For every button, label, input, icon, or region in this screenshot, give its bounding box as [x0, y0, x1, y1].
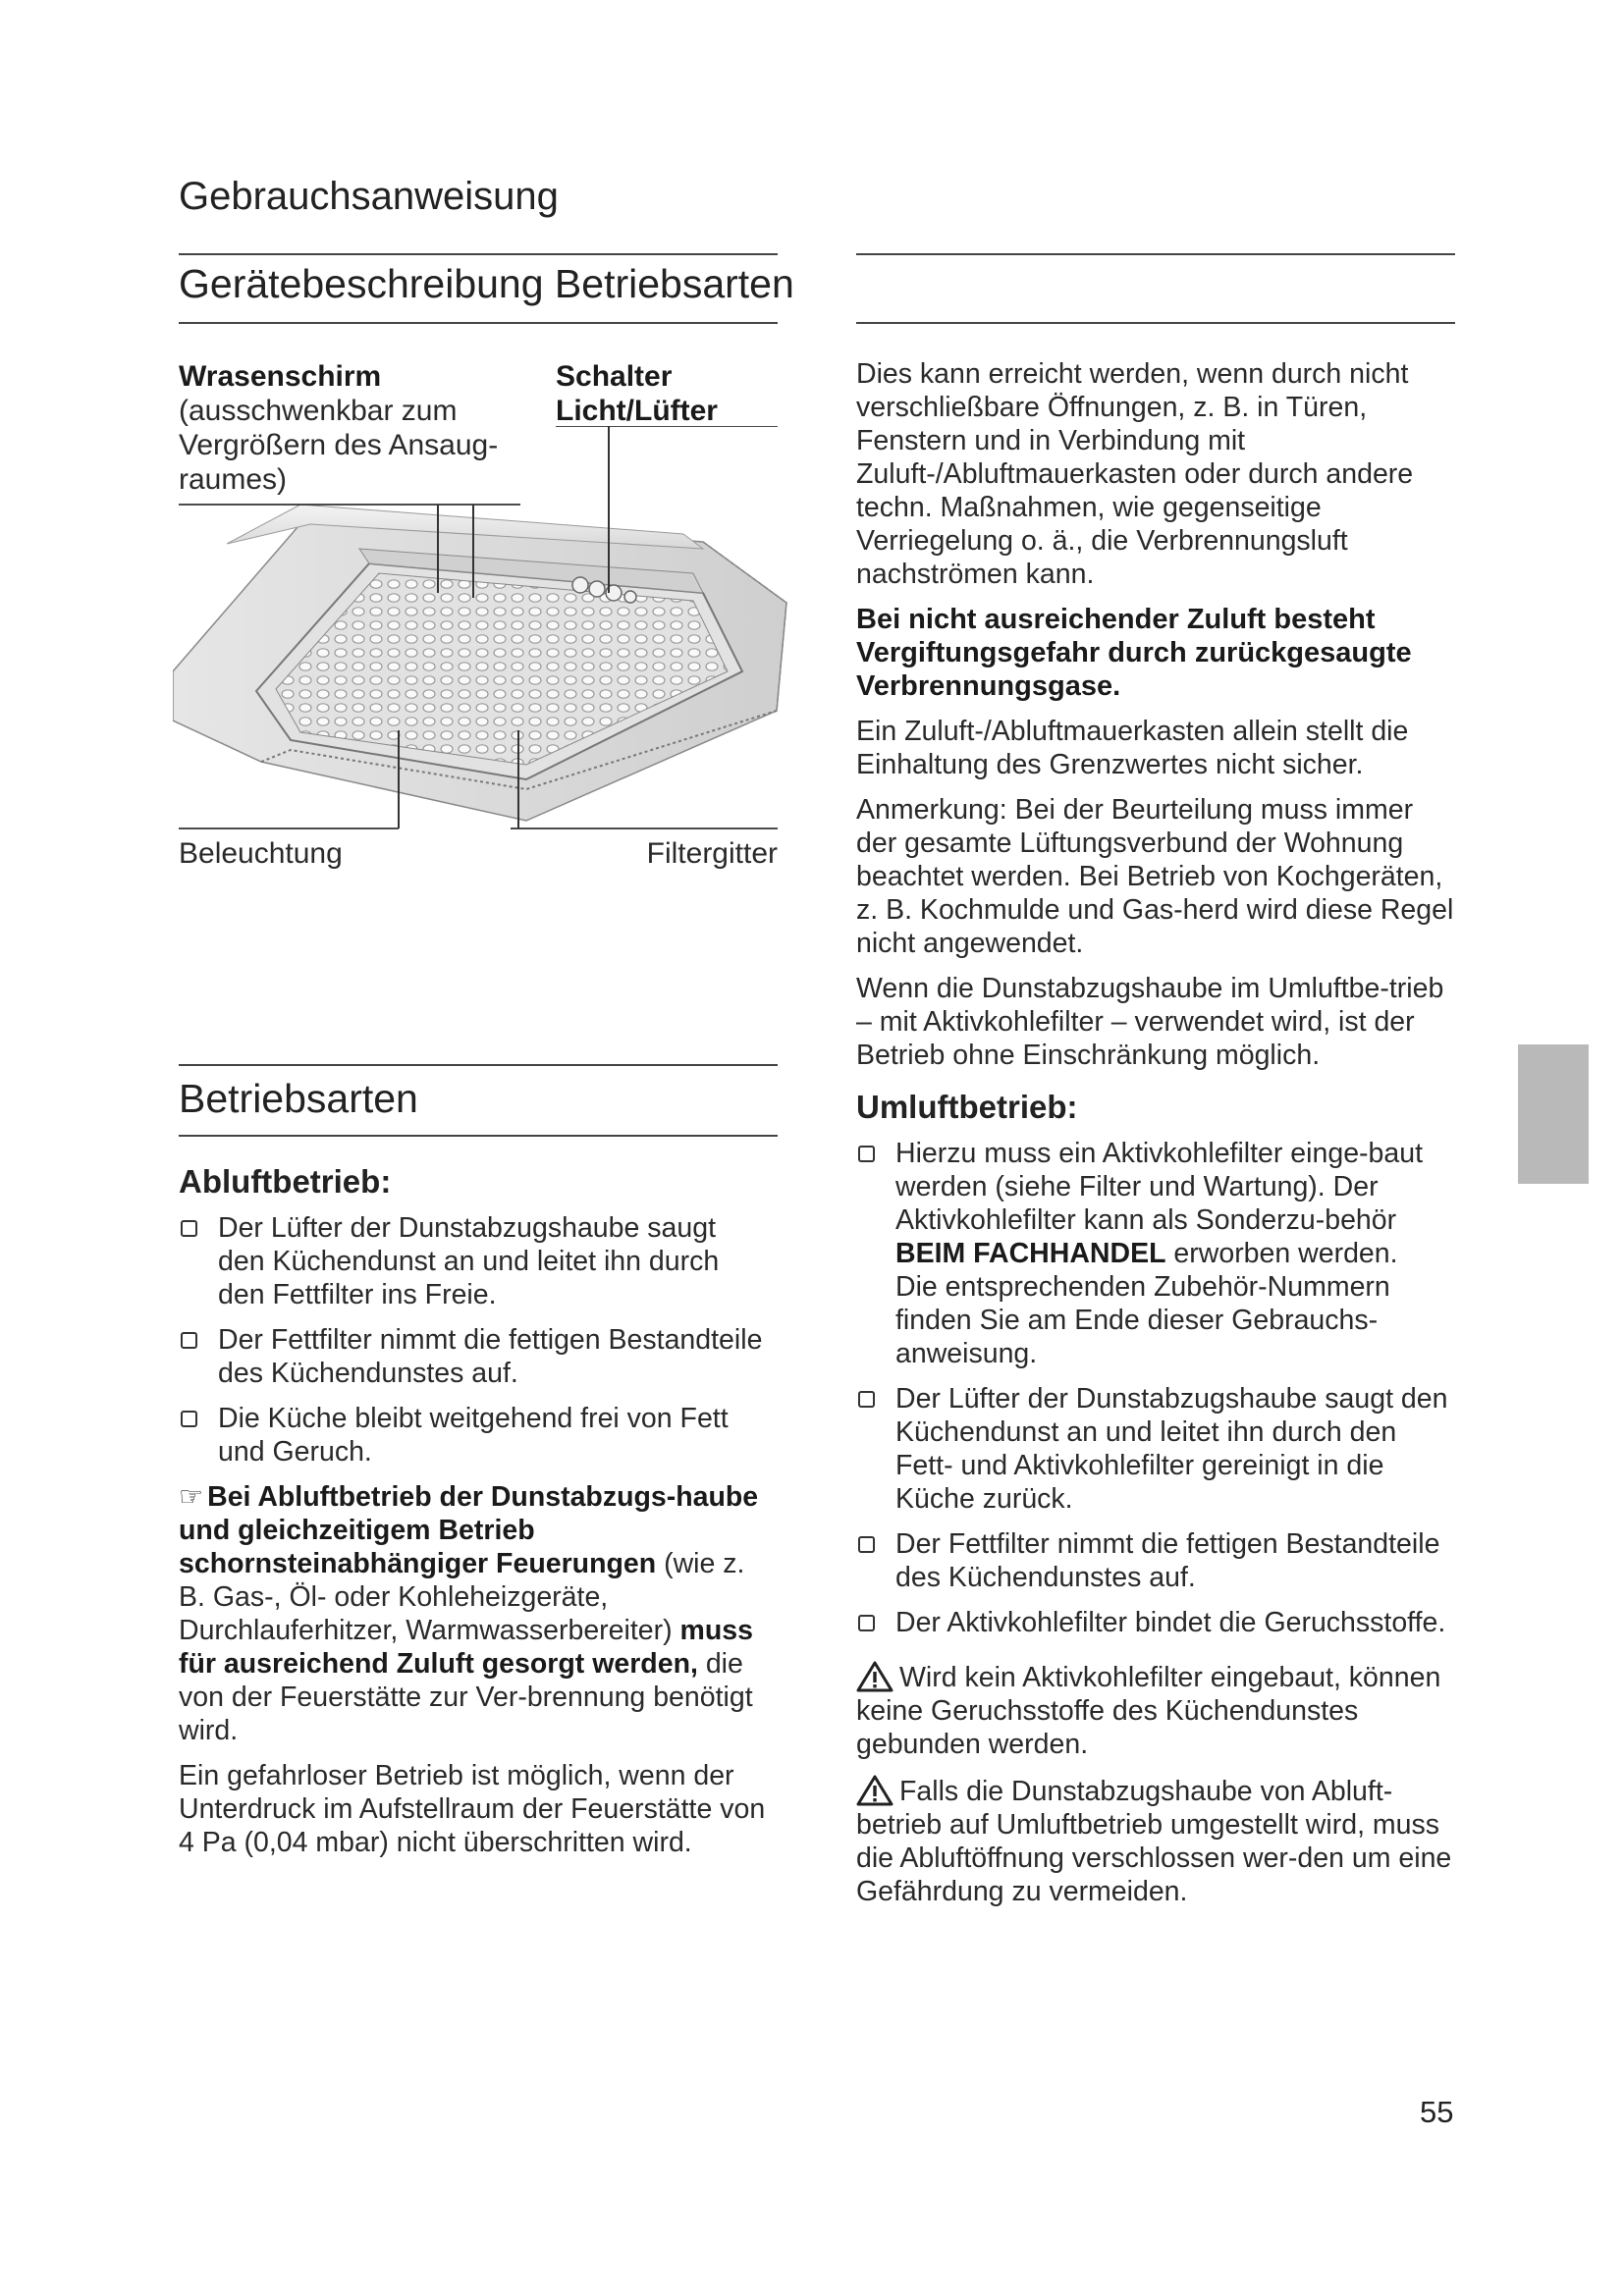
- note-text: (wie z. B. Gas-, Öl- oder Kohleheizgeräte, Durchlauferhitzer, Warmwasserbereiter): [179, 1548, 745, 1646]
- section-title: Gerätebeschreibung Betriebsarten: [179, 261, 794, 306]
- warning-paragraph: Bei nicht ausreichender Zuluft besteht Vergiftungsgefahr durch zurückgesaugte Verbrennungsgase.: [856, 604, 1412, 702]
- divider: [856, 253, 1455, 255]
- divider: [856, 322, 1455, 324]
- note-paragraph: [179, 1480, 768, 1747]
- divider: [179, 1135, 778, 1137]
- divider: [179, 1064, 778, 1066]
- list-item-text: Der Lüfter der Dunstabzugshaube saugt den Küchendunst an und leitet ihn durch den Fett- und Aktivkohlefilter gereinigt in die Küche zurück.: [895, 1383, 1448, 1515]
- list-item-text: Die Küche bleibt weitgehend frei von Fett und Geruch.: [218, 1403, 729, 1468]
- paragraph: Wenn die Dunstabzugshaube im Umluftbe-trieb – mit Aktivkohlefilter – verwendet wird, ist der Betrieb ohne Einschränkung möglich.: [856, 973, 1444, 1071]
- divider: [179, 322, 778, 324]
- warning-triangle-icon: [856, 1775, 893, 1806]
- page-number: 55: [1420, 2095, 1454, 2129]
- list-item-bold: BEIM FACHHANDEL: [895, 1238, 1166, 1269]
- list-item: [856, 1137, 1455, 1370]
- subheading-abluftbetrieb: Abluftbetrieb:: [179, 1163, 392, 1200]
- list-item-text: erworben werden.: [1173, 1238, 1398, 1269]
- warning-note: [856, 1661, 1455, 1761]
- label-beleuchtung: Beleuchtung: [179, 837, 343, 870]
- paragraph: Ein gefahrloser Betrieb ist möglich, wenn der Unterdruck im Aufstellraum der Feuerstätte von 4 Pa (0,04 mbar) nicht überschritten wird.: [179, 1760, 766, 1858]
- list-item-text: Der Lüfter der Dunstabzugshaube saugt den Küchendunst an und leitet ihn durch den Fettfilter ins Freie.: [218, 1212, 720, 1310]
- note-bold: muss für ausreichend Zuluft gesorgt werden,: [179, 1615, 753, 1680]
- checkbox-bullet: [181, 1220, 197, 1237]
- list-item-text: Der Fettfilter nimmt die fettigen Bestandteile des Küchendunstes auf.: [895, 1528, 1440, 1593]
- checkbox-bullet: [858, 1391, 875, 1408]
- page-title: Gebrauchsanweisung: [179, 175, 559, 218]
- range-hood-illustration: [173, 426, 811, 838]
- warning-text: Wird kein Aktivkohlefilter eingebaut, können keine Geruchsstoffe des Küchendunstes gebunden werden.: [856, 1662, 1441, 1760]
- paragraph: Anmerkung: Bei der Beurteilung muss immer der gesamte Lüftungsverbund der Wohnung beachtet werden. Bei Betrieb von Kochgeräten, z. B. Kochmulde und Gas-herd wird diese Regel nicht angewendet.: [856, 794, 1454, 959]
- note-text: die von der Feuerstätte zur Ver-brennung benötigt wird.: [179, 1648, 753, 1746]
- warning-text: Falls die Dunstabzugshaube von Abluft-betrieb auf Umluftbetrieb umgestellt wird, muss die Abluftöffnung verschlossen wer-den um eine Gefährdung zu vermeiden.: [856, 1776, 1452, 1907]
- list-item-text: Die entsprechenden Zubehör-Nummern finden Sie am Ende dieser Gebrauchs-anweisung.: [895, 1271, 1390, 1369]
- right-column: [856, 357, 1455, 1922]
- divider: [179, 253, 778, 255]
- list-item: [856, 1606, 1455, 1639]
- list-item-text: Hierzu muss ein Aktivkohlefilter einge-baut werden (siehe Filter und Wartung). Der Aktivkohlefilter kann als Sonderzu-behör: [895, 1138, 1424, 1236]
- warning-triangle-icon: [856, 1661, 893, 1692]
- label-wrasenschirm-desc: (ausschwenkbar zum Vergrößern des Ansaug-raumes): [179, 395, 499, 496]
- warning-note: [856, 1775, 1455, 1908]
- label-filtergitter: Filtergitter: [646, 837, 778, 870]
- heading-betriebsarten: Betriebsarten: [179, 1076, 418, 1121]
- paragraph: Dies kann erreicht werden, wenn durch nicht verschließbare Öffnungen, z. B. in Türen, Fenstern und in Verbindung mit Zuluft-/Abluftmauerkasten oder durch andere techn. Maßnahmen, wie gegenseitige Verriegelung o. ä., die Verbrennungsluft nachströmen kann.: [856, 358, 1414, 590]
- subheading-umluftbetrieb: Umluftbetrieb:: [856, 1089, 1078, 1125]
- note-bold: Bei Abluftbetrieb der Dunstabzugs-haube und gleichzeitigem Betrieb schornsteinabhängiger Feuerungen: [179, 1481, 759, 1579]
- checkbox-bullet: [858, 1536, 875, 1553]
- checkbox-bullet: [181, 1411, 197, 1427]
- list-item: [179, 1402, 768, 1468]
- list-item-text: Der Fettfilter nimmt die fettigen Bestandteile des Küchendunstes auf.: [218, 1324, 763, 1389]
- left-column: [179, 1162, 768, 1871]
- label-wrasenschirm-title: Wrasenschirm: [179, 360, 382, 393]
- list-item: [856, 1382, 1455, 1516]
- checkbox-bullet: [181, 1332, 197, 1349]
- label-schalter: Schalter Licht/Lüfter: [556, 360, 718, 427]
- list-item: [179, 1323, 768, 1390]
- pointing-hand-icon: ☞: [179, 1481, 204, 1512]
- list-item: [179, 1211, 768, 1311]
- list-item: [856, 1527, 1455, 1594]
- list-item-text: Der Aktivkohlefilter bindet die Geruchsstoffe.: [895, 1607, 1446, 1638]
- checkbox-bullet: [858, 1146, 875, 1162]
- paragraph: Ein Zuluft-/Abluftmauerkasten allein stellt die Einhaltung des Grenzwertes nicht sicher.: [856, 716, 1409, 780]
- checkbox-bullet: [858, 1615, 875, 1631]
- chapter-tab-marker: [1518, 1044, 1589, 1184]
